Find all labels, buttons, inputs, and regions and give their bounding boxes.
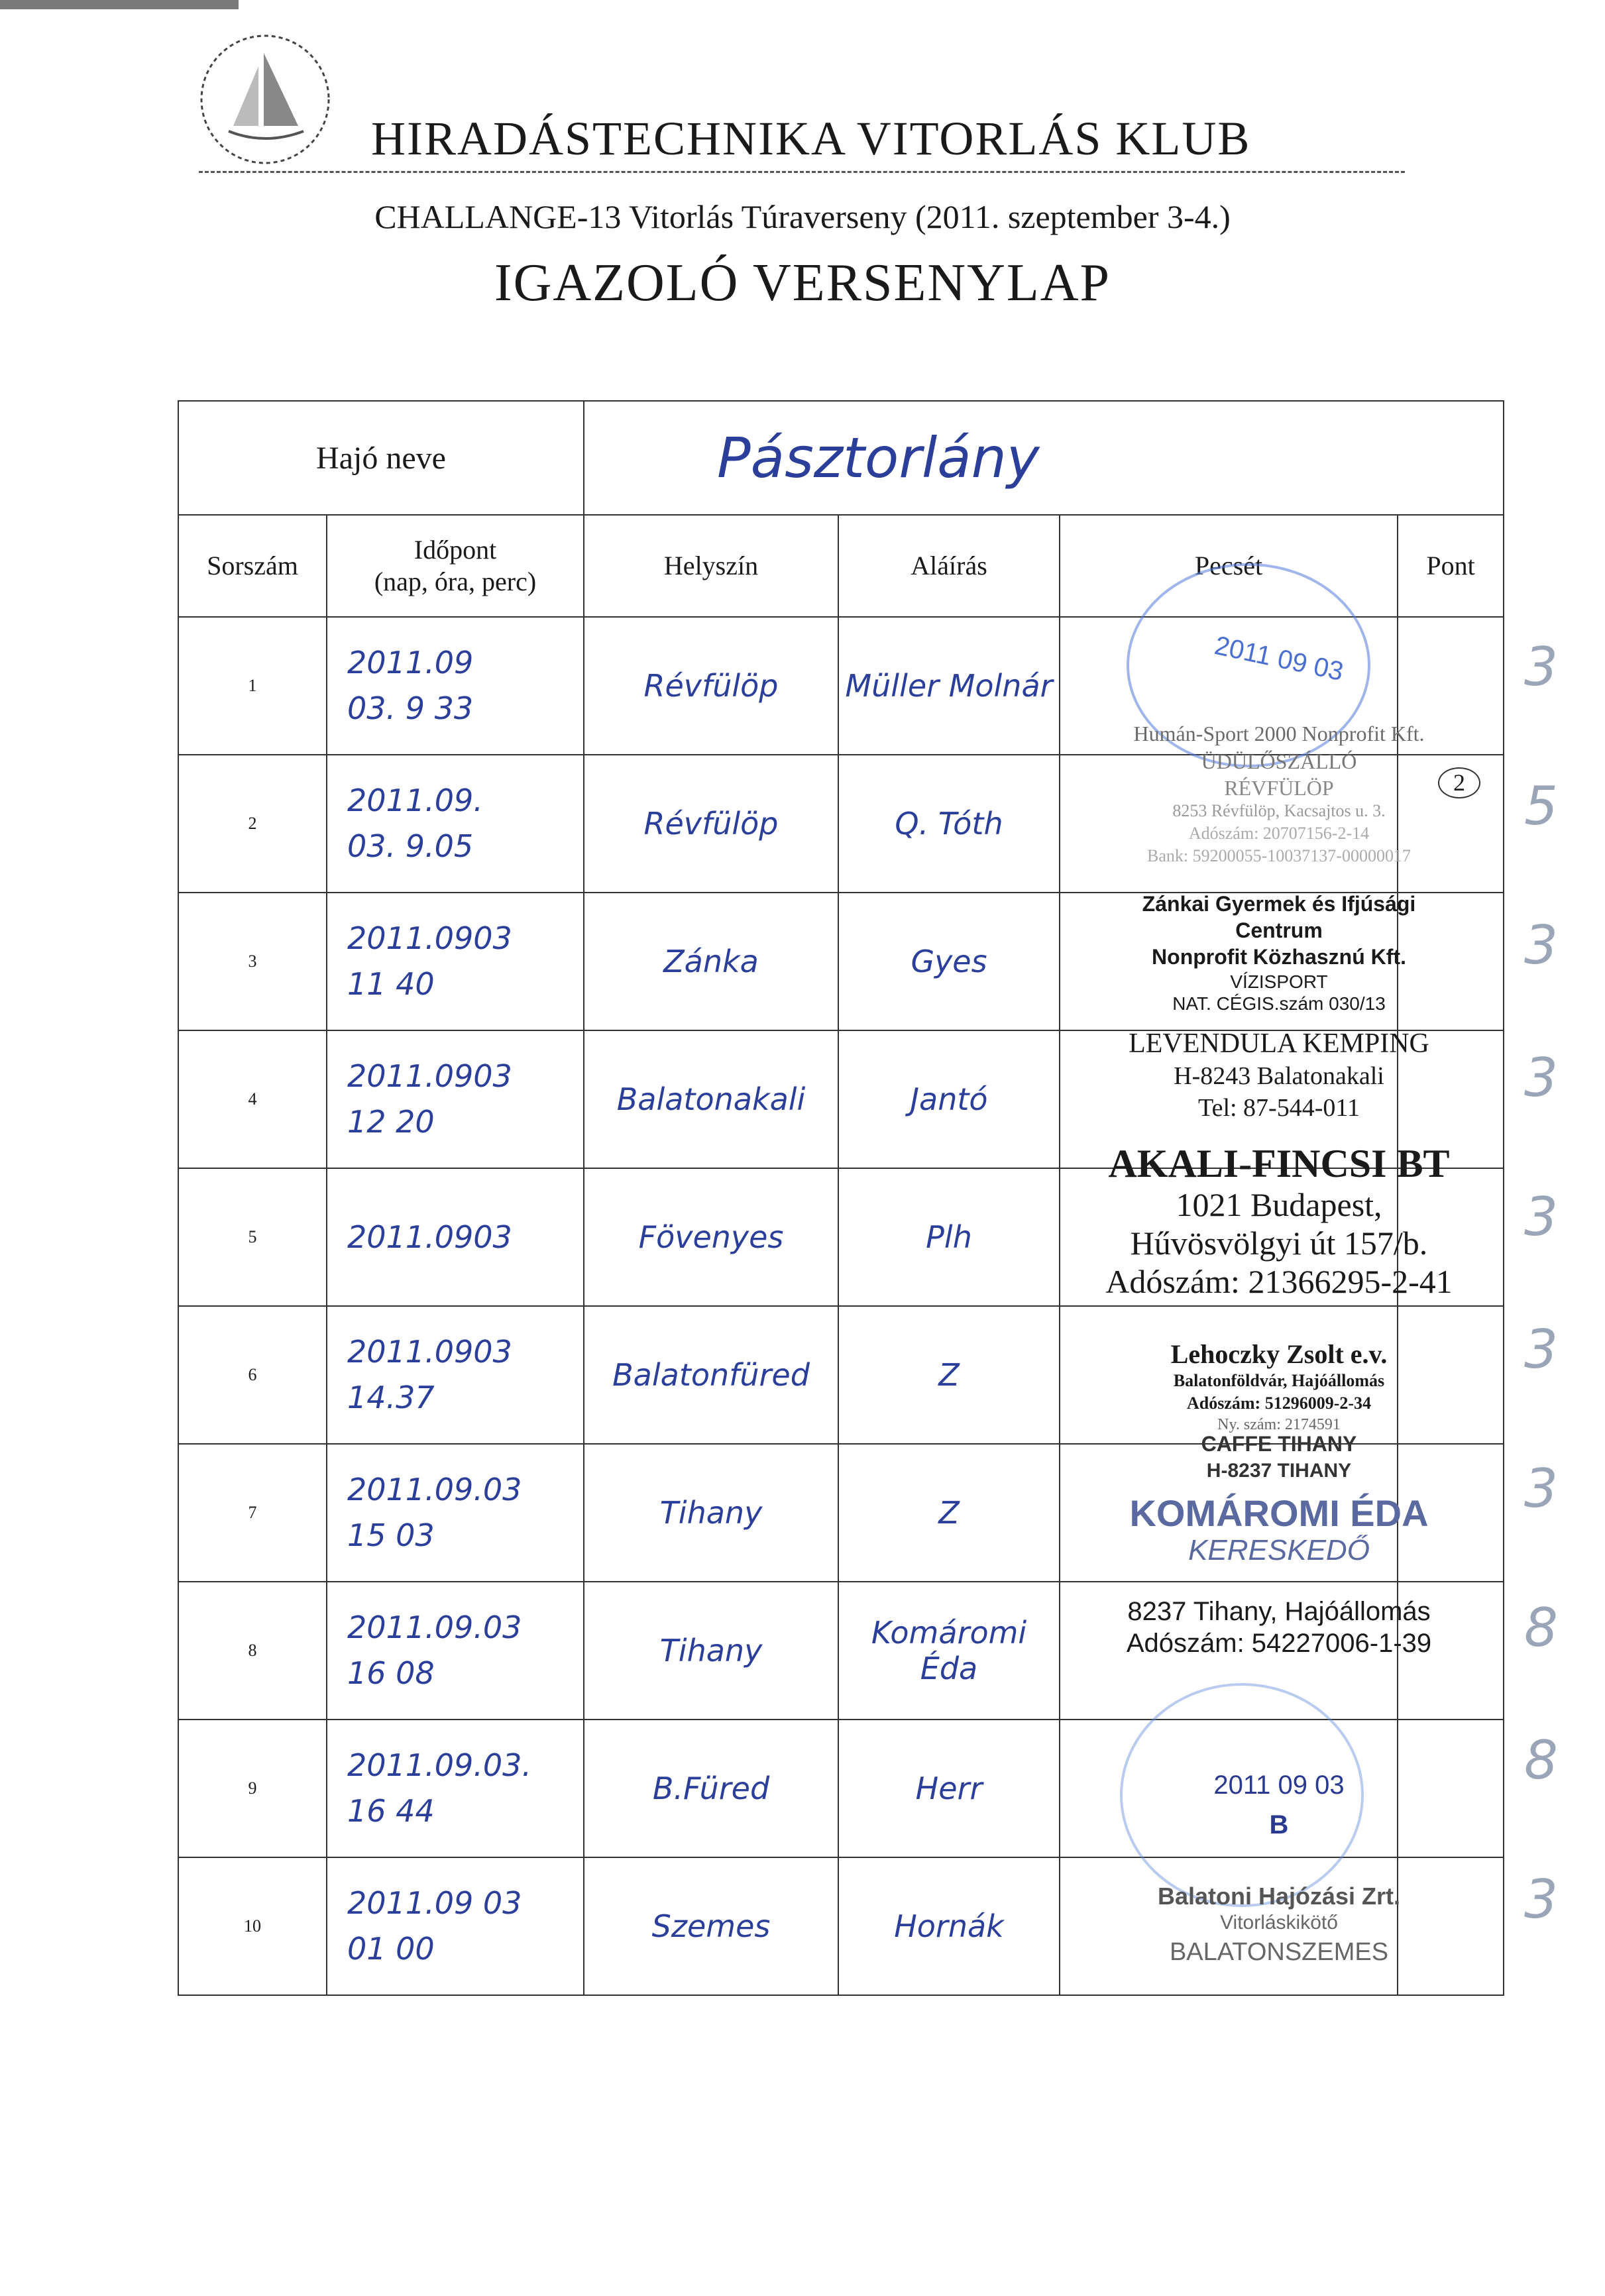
- col-header-no: Sorszám: [178, 515, 327, 617]
- revfulop-stamp-circle-number: 2: [1438, 767, 1480, 798]
- place-cell[interactable]: B.Füred: [584, 1720, 838, 1857]
- signature-cell[interactable]: Plh: [838, 1168, 1060, 1306]
- akali-stamp-line: 1021 Budapest,: [1176, 1186, 1382, 1223]
- points-mark: 3: [1524, 1047, 1558, 1109]
- balatonszemes-stamp-line: Balatoni Hajózási Zrt.: [1157, 1883, 1401, 1910]
- row-number: 6: [178, 1306, 327, 1444]
- points-mark: 3: [1524, 1869, 1558, 1930]
- col-header-time-sub: (nap, óra, perc): [374, 567, 537, 596]
- row-number: 2: [178, 755, 327, 893]
- akali-stamp-line: Hűvösvölgyi út 157/b.: [1130, 1225, 1428, 1262]
- time-cell[interactable]: [327, 1857, 584, 1995]
- signature-cell[interactable]: Z: [838, 1306, 1060, 1444]
- revfulop-stamp-line: Humán-Sport 2000 Nonprofit Kft.: [1133, 722, 1425, 745]
- balatonszemes-stamp-line: Vitorláskikötő: [1220, 1912, 1338, 1934]
- time-value: 12 20: [347, 1104, 435, 1140]
- club-logo-icon: [192, 27, 338, 172]
- stamps-area: [1067, 557, 1491, 1981]
- levendula-stamp-line: LEVENDULA KEMPING: [1129, 1028, 1429, 1059]
- bfured-round-stamp-letter: B: [1269, 1810, 1289, 1839]
- tihany-stamp-line: Adószám: 54227006-1-39: [1126, 1629, 1432, 1658]
- date-value: 2011.0903: [347, 1058, 512, 1094]
- lehoczky-stamp-line: Ny. szám: 2174591: [1217, 1416, 1341, 1433]
- time-cell[interactable]: [327, 1582, 584, 1720]
- revfulop-stamp-line: Bank: 59200055-10037137-00000017: [1147, 846, 1411, 865]
- caffe-tihany-stamp-line: H-8237 TIHANY: [1206, 1460, 1352, 1482]
- zanka-stamp-line: Zánkai Gyermek és Ifjúsági: [1142, 892, 1416, 916]
- zanka-stamp-line: NAT. CÉGIS.szám 030/13: [1172, 993, 1386, 1014]
- date-value: 2011.09 03: [347, 1885, 522, 1921]
- row-number: 8: [178, 1582, 327, 1720]
- revfulop-stamp-line: ÜDÜLŐSZÁLLÓ: [1201, 749, 1357, 773]
- col-header-points: Pont: [1398, 515, 1504, 617]
- revfulop-stamp-line: RÉVFÜLÖP: [1224, 776, 1334, 800]
- place-cell[interactable]: Zánka: [584, 893, 838, 1030]
- signature-cell[interactable]: Komáromi Éda: [838, 1582, 1060, 1720]
- boat-name-label: Hajó neve: [178, 401, 584, 515]
- signature-cell[interactable]: Jantó: [838, 1030, 1060, 1168]
- place-cell[interactable]: Balatonfüred: [584, 1306, 838, 1444]
- lehoczky-stamp-line: Balatonföldvár, Hajóállomás: [1173, 1371, 1385, 1390]
- row-number: 7: [178, 1444, 327, 1582]
- page-title: IGAZOLÓ VERSENYLAP: [494, 254, 1111, 312]
- place-cell[interactable]: Balatonakali: [584, 1030, 838, 1168]
- date-value: 2011.09.03: [347, 1610, 522, 1645]
- zanka-stamp-line: Nonprofit Közhasznú Kft.: [1152, 945, 1406, 969]
- scan-edge-mark: [0, 0, 239, 9]
- place-cell[interactable]: Tihany: [584, 1582, 838, 1720]
- komaromi-stamp-line: KERESKEDŐ: [1188, 1534, 1370, 1566]
- lehoczky-stamp-line: Adószám: 51296009-2-34: [1186, 1394, 1372, 1413]
- points-mark: 3: [1524, 914, 1558, 976]
- time-cell[interactable]: [327, 1444, 584, 1582]
- date-value: 2011.09.: [347, 783, 483, 818]
- header-rule: [199, 171, 1405, 173]
- time-cell[interactable]: [327, 1168, 584, 1306]
- points-mark: 8: [1524, 1729, 1558, 1791]
- time-value: 15 03: [347, 1517, 435, 1553]
- place-cell[interactable]: Szemes: [584, 1857, 838, 1995]
- col-header-signature: Aláírás: [838, 515, 1060, 617]
- event-subtitle: CHALLANGE-13 Vitorlás Túraverseny (2011. szeptember 3-4.): [374, 198, 1231, 235]
- time-value: 16 08: [347, 1655, 435, 1691]
- club-name: HIRADÁSTECHNIKA VITORLÁS KLUB: [371, 112, 1251, 165]
- row-number: 1: [178, 617, 327, 755]
- points-mark: 3: [1524, 1458, 1558, 1519]
- time-value: 03. 9.05: [347, 828, 474, 864]
- place-cell[interactable]: Révfülöp: [584, 755, 838, 893]
- points-mark: 3: [1524, 1319, 1558, 1380]
- revfulop-round-stamp-text: 2011 09 03: [1211, 630, 1347, 687]
- akali-stamp-line: Adószám: 21366295-2-41: [1105, 1263, 1453, 1300]
- row-number: 4: [178, 1030, 327, 1168]
- row-number: 9: [178, 1720, 327, 1857]
- points-mark: 5: [1524, 775, 1558, 837]
- signature-cell[interactable]: Gyes: [838, 893, 1060, 1030]
- place-cell[interactable]: Fövenyes: [584, 1168, 838, 1306]
- time-cell[interactable]: [327, 755, 584, 893]
- col-header-time: [327, 515, 584, 617]
- col-header-stamp: Pecsét: [1060, 515, 1398, 617]
- akali-stamp-line: AKALI-FINCSI BT: [1108, 1142, 1450, 1185]
- place-cell[interactable]: Tihany: [584, 1444, 838, 1582]
- time-cell[interactable]: [327, 1306, 584, 1444]
- points-mark: 3: [1524, 1186, 1558, 1248]
- caffe-tihany-stamp-line: CAFFE TIHANY: [1201, 1432, 1357, 1456]
- points-mark: 3: [1524, 636, 1558, 698]
- date-value: 2011.0903: [347, 920, 512, 956]
- zanka-stamp-line: VÍZISPORT: [1230, 971, 1328, 992]
- signature-cell[interactable]: Hornák: [838, 1857, 1060, 1995]
- date-value: 2011.0903: [347, 1219, 512, 1255]
- date-value: 2011.0903: [347, 1334, 512, 1370]
- time-value: 03. 9 33: [347, 690, 474, 726]
- time-value: 11 40: [347, 966, 435, 1002]
- tihany-stamp-line: 8237 Tihany, Hajóállomás: [1127, 1597, 1431, 1626]
- row-number: 3: [178, 893, 327, 1030]
- revfulop-stamp-line: Adószám: 20707156-2-14: [1188, 824, 1370, 843]
- time-value: 14.37: [347, 1380, 435, 1415]
- time-cell[interactable]: [327, 1720, 584, 1857]
- revfulop-stamp-line: 8253 Révfülöp, Kacsajtos u. 3.: [1172, 801, 1386, 820]
- zanka-stamp-line: Centrum: [1235, 918, 1323, 942]
- time-cell[interactable]: [327, 893, 584, 1030]
- komaromi-stamp-line: KOMÁROMI ÉDA: [1129, 1492, 1429, 1534]
- date-value: 2011.09.03.: [347, 1747, 531, 1783]
- date-value: 2011.09: [347, 645, 474, 681]
- time-value: 16 44: [347, 1793, 435, 1829]
- signature-cell[interactable]: Z: [838, 1444, 1060, 1582]
- time-cell[interactable]: [327, 617, 584, 755]
- col-header-time-label: Időpont: [414, 535, 497, 565]
- time-cell[interactable]: [327, 1030, 584, 1168]
- col-header-place: Helyszín: [584, 515, 838, 617]
- place-cell[interactable]: Révfülöp: [584, 617, 838, 755]
- row-number: 5: [178, 1168, 327, 1306]
- row-number: 10: [178, 1857, 327, 1995]
- boat-name-field[interactable]: Pásztorlány: [584, 401, 1504, 515]
- points-mark: 8: [1524, 1597, 1558, 1659]
- levendula-stamp-line: H-8243 Balatonakali: [1174, 1062, 1384, 1090]
- balatonszemes-stamp-line: BALATONSZEMES: [1169, 1938, 1389, 1966]
- lehoczky-stamp-line: Lehoczky Zsolt e.v.: [1170, 1339, 1388, 1369]
- levendula-stamp-line: Tel: 87-544-011: [1198, 1094, 1360, 1122]
- signature-cell[interactable]: Müller Molnár: [838, 617, 1060, 755]
- date-value: 2011.09.03: [347, 1472, 522, 1507]
- time-value: 01 00: [347, 1931, 435, 1967]
- bfured-round-stamp-date: 2011 09 03: [1213, 1771, 1345, 1800]
- signature-cell[interactable]: Q. Tóth: [838, 755, 1060, 893]
- signature-cell[interactable]: Herr: [838, 1720, 1060, 1857]
